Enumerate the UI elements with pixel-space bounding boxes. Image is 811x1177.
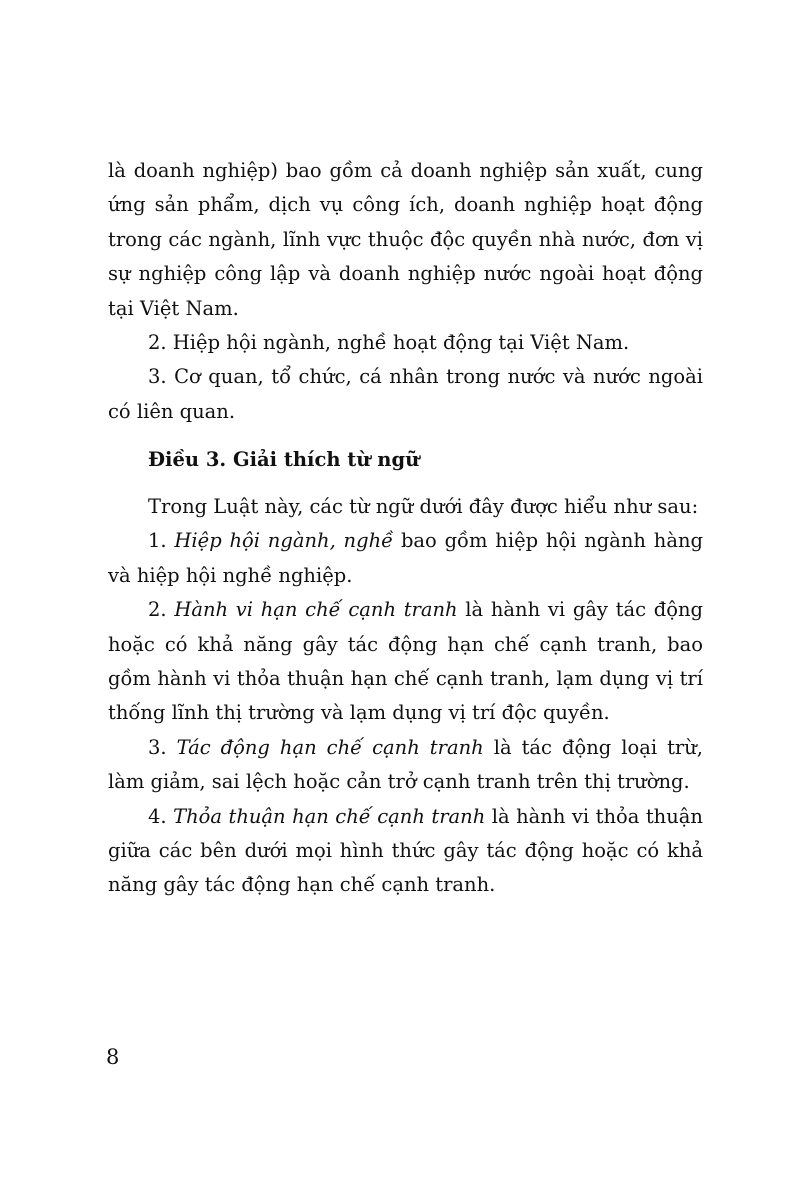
definition-text: là hành vi gây tác động hoặc có khả năng gây tác động hạn chế cạnh tranh, bao gồm hành vi thỏa thuận hạn chế cạnh tranh, lạm dụng vị trí thống lĩnh thị trường và lạm dụng vị trí độc quyền. [108,598,703,725]
definition-3 [108,731,703,800]
definition-text: là hành vi thỏa thuận giữa các bên dưới mọi hình thức gây tác động hoặc có khả năng gây tác động hạn chế cạnh tranh. [108,804,703,897]
definition-2 [108,593,703,731]
definition-number: 3. [148,735,177,759]
definition-4 [108,800,703,903]
definition-1 [108,524,703,593]
definition-term: Tác động hạn chế cạnh tranh [176,735,484,759]
article-heading: Điều 3. Giải thích từ ngữ [148,448,420,471]
definitions-section [108,490,703,903]
definitions-intro: Trong Luật này, các từ ngữ dưới đây được hiểu như sau: [148,495,699,518]
scope-section [108,154,703,429]
list-item-2: 2. Hiệp hội ngành, nghề hoạt động tại Việt Nam. [148,331,630,355]
definition-term: Hành vi hạn chế cạnh tranh [174,598,458,622]
page-number: 8 [106,1045,120,1069]
definition-term: Hiệp hội ngành, nghề [174,529,394,553]
paragraph-continuation: là doanh nghiệp) bao gồm cả doanh nghiệp sản xuất, cung ứng sản phẩm, dịch vụ công ích, doanh nghiệp hoạt động trong các ngành, lĩnh vực thuộc độc quyền nhà nước, đơn vị sự nghiệp công lập và doanh nghiệp nước ngoài hoạt động tại Việt Nam. [108,159,703,320]
definition-number: 2. [148,598,175,622]
definition-text: bao gồm hiệp hội ngành hàng và hiệp hội nghề nghiệp. [108,529,703,587]
definition-number: 4. [148,804,174,828]
definition-text: là tác động loại trừ, làm giảm, sai lệch hoặc cản trở cạnh tranh trên thị trường. [108,735,703,794]
definition-number: 1. [148,529,175,553]
list-item-3: 3. Cơ quan, tổ chức, cá nhân trong nước và nước ngoài có liên quan. [108,365,703,423]
definition-term: Thỏa thuận hạn chế cạnh tranh [173,804,486,828]
